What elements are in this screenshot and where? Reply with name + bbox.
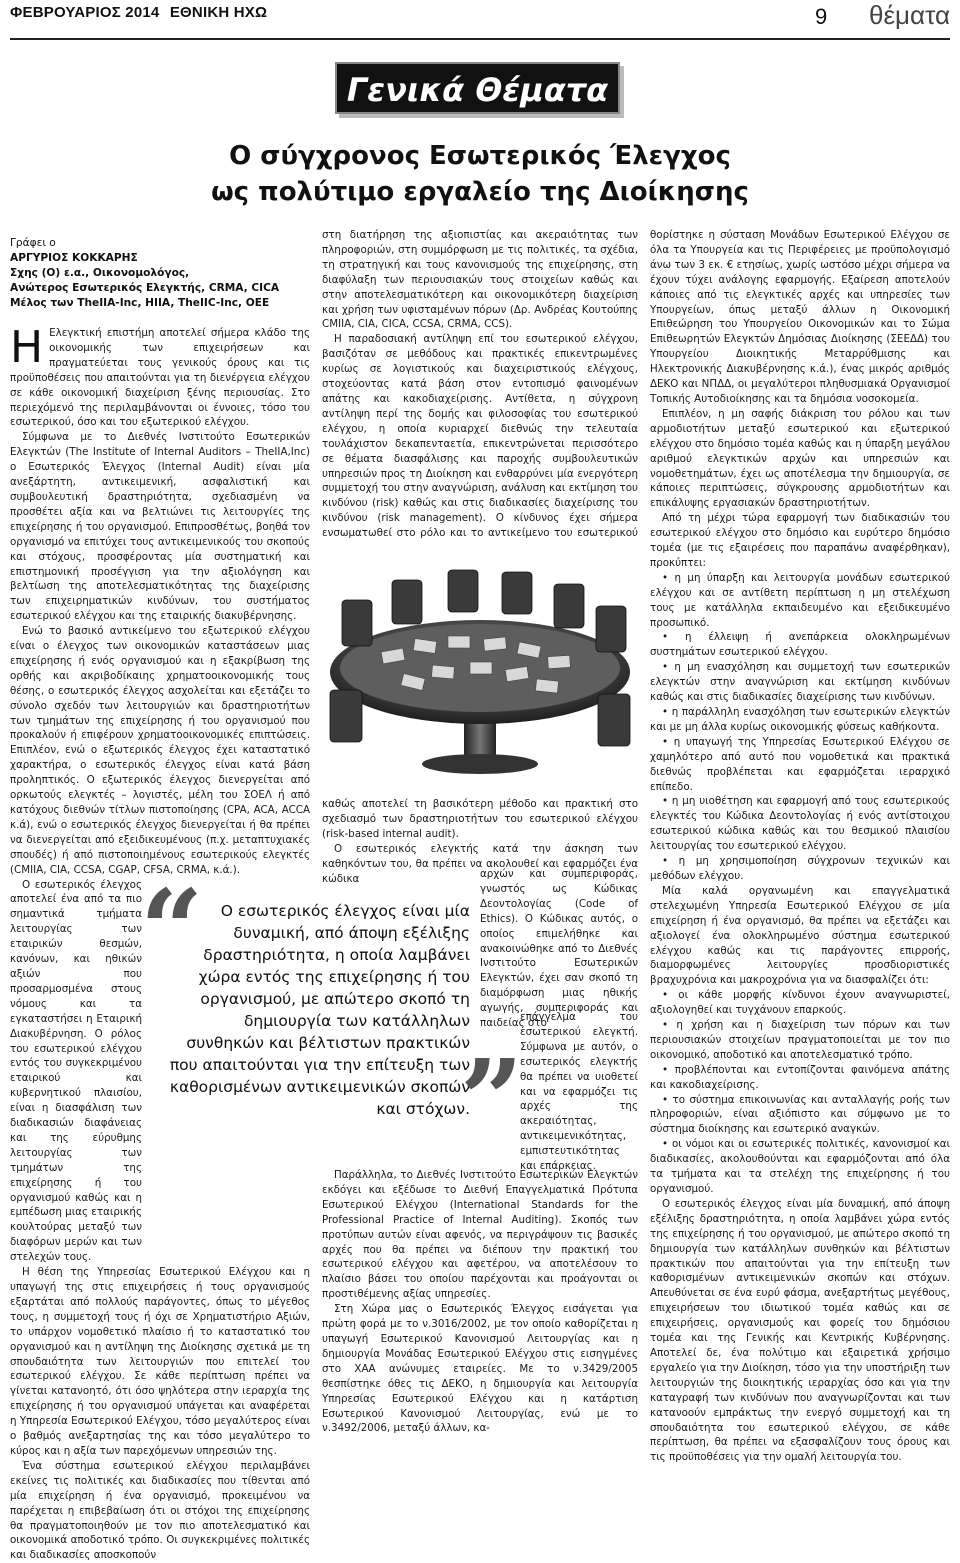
quote-open-mark: “ bbox=[140, 865, 204, 994]
byline-author: ΑΡΓΥΡΙΟΣ ΚΟΚΚΑΡΗΣ bbox=[10, 252, 138, 264]
article-paragraph: καθώς αποτελεί τη βασικότερη μέθοδο και πρακτική στο σχεδιασμό των δραστηριοτήτων του εσωτερικού ελέγχου (risk-based internal audit). bbox=[322, 798, 638, 840]
bullet-item: • η υπαγωγή της Υπηρεσίας Εσωτερικού Ελέγχου σε χαμηλότερο από αυτό που νομοθετικά και πρακτικά διεθνώς προβλέπεται και εφαρμόζεται ιεραρχικό επίπεδο. bbox=[650, 735, 950, 793]
section-banner: Γενικά Θέματα bbox=[335, 62, 620, 114]
article-paragraph: Ο εσωτερικός έλεγχος είναι μία δυναμική, από άποψη εξέλιξης δραστηριότητα, η οποία λαμβάνει χώρα εντός της επιχείρησης ή του οργανισμού, με απώτερο σκοπό τη δημιουργία των κατάλληλων συνθηκών και βέλτιστων πρακτικών που απαιτούνται για την επίτευξη των καθορισμένων αντικειμενικών σκοπών και στόχων. Απευθύνεται σε ένα ευρύ φάσμα, ανεξαρτήτως μεγέθους, επιχειρήσεων του ιδιωτικού τομέα καθώς και σε επιχειρήσεις, οργανισμούς και φορείς του δημόσιου τομέα και της Γενικής και Κεντρικής Κυβέρνησης. Αποτελεί δε, ένα πολύτιμο και εξαιρετικά χρήσιμο εργαλείο για την Διοίκηση, τόσο για την υποστήριξη των λειτουργιών της διοικητικής ιεραρχίας όσο και για την καταγραφή των κινδύνων που αναγνωρίζονται και των κατανοούν εμπράκτως την ενεργό συμμετοχή και τη σπουδαιότητα του εσωτερικού ελέγχου, σε κάθε περίπτωση, θα πρέπει να εξασφαλίζουν τους όρους και τις προϋποθέσεις για την ομαλή λειτουργία του. bbox=[650, 1197, 950, 1464]
masthead-date-paper bbox=[10, 4, 267, 21]
byline-writes: Γράφει ο bbox=[10, 237, 56, 249]
byline-title-1: Σχης (Ο) ε.α., Οικονομολόγος, bbox=[10, 267, 190, 279]
article-column-2-bottom bbox=[322, 1168, 638, 1435]
bullet-item: • προβλέπονται και εντοπίζονται φαινόμενα απάτης και κακοδιαχείρισης. bbox=[650, 1063, 950, 1091]
quote-close-mark: ” bbox=[460, 1035, 524, 1164]
article-paragraph: Η θέση της Υπηρεσίας Εσωτερικού Ελέγχου και η υπαγωγή της στις επιχειρήσεις ή τους οργανισμούς εξαρτάται από πολλούς παράγοντες, όπως το μέγεθος τους, η συμμετοχή τους ή όχι σε Χρηματιστήριο Αξιών, το υπάρχον νομοθετικό πλαίσιο ή το καταστατικό του οργανισμού και η αντίληψη της Διοίκησης σχετικά με τη σπουδαιότητα των λειτουργιών που επιτελεί του εσωτερικού ελέγχου. Σε κάθε περίπτωση πρέπει να γίνεται κατανοητό, ότι όσο ψηλότερα στην ιεραρχία της επιχείρησης ή του οργανισμού υπάγεται και αναφέρεται η Υπηρεσία Εσωτερικού Ελέγχου, τόσο μεγαλύτερος είναι ο βαθμός ανεξαρτησίας της και τόσο μεγαλύτερο το κύρος και η αξία των παρεχόμενων υπηρεσιών της. bbox=[10, 1266, 310, 1457]
article-paragraph: επάγγελμα του εσωτερικού ελεγκτή. Σύμφωνα με αυτόν, ο εσωτερικός ελεγκτής θα πρέπει να υιοθετεί και να εφαρμόζει τις αρχές της ακεραιότητας, αντικειμενικότητας, εμπιστευτικότητας και επάρκειας. bbox=[520, 1011, 638, 1173]
bullet-item: • η έλλειψη ή ανεπάρκεια ολοκληρωμένων συστημάτων εσωτερικού ελέγχου. bbox=[650, 631, 950, 659]
pull-quote: Ο εσωτερικός έλεγχος είναι μία δυναμική, από άποψη εξέλιξης δραστηριότητα, η οποία λαμβάνει χώρα εντός της επιχείρησης ή του οργανισμού, με απώτερο σκοπό τη δημιουργία των κατάλληλων συνθηκών και βέλτιστων πρακτικών που απαιτούνται για την επίτευξη των καθορισμένων αντικειμενικών σκοπών και στόχων. bbox=[169, 902, 470, 1118]
bullet-item: • η μη ύπαρξη και λειτουργία μονάδων εσωτερικού ελέγχου και σε αντίθετη περίπτωση η μη στελέχωση τους με κατάλληλα εκπαιδευμένο και εξειδικευμένο προσωπικό. bbox=[650, 571, 950, 629]
section-name: θέματα bbox=[869, 0, 950, 30]
article-paragraph: Ένα σύστημα εσωτερικού ελέγχου περιλαμβάνει εκείνες τις πολιτικές και διαδικασίες που τίθενται από μία επιχείρηση ή ένα οργανισμό, προκειμένου να παρέχεται η επιβεβαίωση ότι οι στόχοι της επιχείρησης θα πραγματοποιηθούν με τον πιο αποτελεσματικό και οικονομικά αποδοτικό τρόπο. Οι συγκεκριμένες πολιτικές και διαδικασίες αποσκοπούν bbox=[10, 1459, 310, 1562]
article-headline bbox=[150, 138, 810, 210]
article-paragraph: στη διατήρηση της αξιοπιστίας και ακεραιότητας των πληροφοριών, στη συμμόρφωση με τις πολιτικές, τα σχέδια, τη στρατηγική και τους κανονισμούς της επιχείρησης, στη διαφύλαξη των περιουσιακών τους στοιχείων καθώς και στην αποτελεσματικότερη και οικονομικότερη διαχείριση και χρήση των υφισταμένων πόρων (Δρ. Ανδρέας Κουτούπης CMIIA, CIA, CICA, CCSA, CRMA, CCS). bbox=[322, 229, 638, 331]
article-paragraph: Σύμφωνα με το Διεθνές Ινστιτούτο Εσωτερικών Ελεγκτών (The Institute of Internal Auditors – TheIIA,Inc) ο Εσωτερικός Έλεγχος (Internal Audit) είναι μία ανεξάρτητη, αντικειμενική, ασφαλιστική και συμβουλευτική δραστηριότητα, σχεδιασμένη να προσθέτει αξία και να βελτιώνει τις λειτουργίες της επιχείρησης ή του οργανισμού. Επιπροσθέτως, βοηθά τον οργανισμό να επιτύχει τους αντικειμενικούς του σκοπούς και στόχους, προσφέροντας μία συστηματική και επιστημονική προσέγγιση για την αξιολόγηση και βελτίωση της αποτελεσματικότητας της διαχείρισης των επιχειρηματικών κινδύνων, του συστήματος εσωτερικού ελέγχου και της εταιρικής διακυβέρνησης. bbox=[10, 431, 310, 623]
article-column-2-lower bbox=[322, 797, 638, 885]
article-paragraph: Η Ελεγκτική επιστήμη αποτελεί σήμερα κλάδο της οικονομικής των επιχειρήσεων και πραγματεύεται τους γενικούς όρους και τις προϋποθέσεις που απαιτούνται για τη διενέργεια ελέγχου σε κάθε οικονομική διαχείριση ξένης περιουσίας. Στο περιεχόμενό της περιλαμβάνονται οι έννοιες, τόσο του εσωτερικού, όσο και του εξωτερικού ελέγχου. bbox=[10, 322, 310, 429]
article-paragraph: αρχών και συμπεριφοράς, γνωστός ως Κώδικας Δεοντολογίας (Code of Ethics). Ο Κώδικας αυτός, ο οποίος επιμελήθηκε και ανακοινώθηκε από το Διεθνές Ινστιτούτο Εσωτερικών Ελεγκτών, έχει σαν σκοπό τη διαμόρφωση μιας ηθικής αγωγής, συμπεριφοράς και παιδείας στο bbox=[480, 868, 638, 1030]
byline-title-3: Μέλος των TheIIA-Inc, HIIA, TheIIC-Inc, ΟΕΕ bbox=[10, 297, 270, 309]
headline-line-1: Ο σύγχρονος Εσωτερικός Έλεγχος bbox=[229, 141, 731, 171]
byline bbox=[10, 236, 310, 311]
issue-date: ΦΕΒΡΟΥΑΡΙΟΣ 2014 bbox=[10, 4, 160, 21]
article-paragraph: Επιπλέον, η μη σαφής διάκριση του ρόλου και των αρμοδιοτήτων μεταξύ εσωτερικού και εξωτερικού ελέγχου στο δημόσιο τομέα καθώς και η ύπαρξη μεγάλου αριθμού ελεγκτικών αρχών και υπηρεσιών και νομοθετημάτων, έχει ως αποτέλεσμα την δημιουργία, σε κάποιες περιπτώσεις, σύγκρουσης αρμοδιοτήτων και επικάλυψης εργασιακών δραστηριοτήτων. bbox=[650, 407, 950, 510]
article-paragraph: Παράλληλα, το Διεθνές Ινστιτούτο Εσωτερικών Ελεγκτών εκδόγει και εξέδωσε το Διεθνή Επαγγελματικά Πρότυπα Εσωτερικού Ελέγχου (International Standards for the Professional Practice of Internal Auditing). Σκοπός των προτύπων αυτών είναι αφενός, να περιγράψουν τις βασικές αρχές που θα πρέπει να διέπουν την πρακτική του εσωτερικού ελέγχου και αφετέρου, να αποτελέσουν το πλαίσιο βάσει του οποίου παρέχονται και προάγονται οι προστιθέμενης αξίας υπηρεσίες. bbox=[322, 1169, 638, 1301]
paper-name: ΕΘΝΙΚΗ ΗΧΩ bbox=[169, 4, 268, 21]
headline-line-2: ως πολύτιμο εργαλείο της Διοίκησης bbox=[211, 177, 749, 207]
article-paragraph: Μία καλά οργανωμένη και επαγγελματικά στελεχωμένη Υπηρεσία Εσωτερικού Ελέγχου σε μία επιχείρηση ή ένα οργανισμό, θα πρέπει να εξετάζει και αξιολογεί ένα ολοκληρωμένο σύστημα εσωτερικού ελέγχου καθώς και τις παράγοντες επιρροής, διαμορφωμένες λειτουργίες προσδιοριστικές βραχυχρόνια και μακροχρόνια για να διασφαλίζει ότι: bbox=[650, 884, 950, 987]
article-paragraph: Ενώ το βασικό αντικείμενο του εξωτερικού ελέγχου είναι ο έλεγχος των οικονομικών καταστάσεων μιας επιχείρησης ή ενός οργανισμού και η εξακρίβωση της ορθής και ακριβοδίκαιης χρηματοοικονομικής τους θέσης, ο εσωτερικός έλεγχος ασχολείται και εξετάζει το σύνολο σχεδόν των λειτουργιών και δραστηριοτήτων των τμημάτων της επιχείρησης ή του οργανισμού που προκαλούν ή επιφέρουν χρηματοοικονομικές επιπτώσεις. Επιπλέον, ενώ ο εξωτερικός έλεγχος έχει καταστατικό χαρακτήρα, ο εσωτερικός έλεγχος είναι κατά βάση προληπτικός. Ο εξωτερικός έλεγχος διενεργείται από ορκωτούς ελεγκτές – λογιστές, μέλη του ΣΟΕΛ ή από κατόχους διεθνών τίτλων πιστοποίησης (CPA, ACA, ACCA κ.ά), ενώ ο εσωτερικός έλεγχος διενεργείται ή θα πρέπει να διενεργείται από εξειδικευμένους (π.χ. μεταπτυχιακές σπουδές) ή από πιστοποιημένους εσωτερικούς ελεγκτές (CMIIA, CIA, CCSA, CGAP, CFSA, CRMA, κ.ά.). bbox=[10, 625, 310, 876]
masthead-divider bbox=[10, 38, 950, 40]
article-column-2 bbox=[322, 228, 638, 538]
article-paragraph: Στη Χώρα μας ο Εσωτερικός Έλεγχος εισάγεται για πρώτη φορά με το ν.3016/2002, με τον οποίο καθορίζεται η υπαγωγή Εσωτερικού Κανονισμού Λειτουργίας και η δημιουργία Μονάδας Εσωτερικού Ελέγχου στις εισηγμένες στο ΧΑΑ ανώνυμες εταιρείες. Με το ν.3429/2005 θεσπίστηκε όθες τις ΔΕΚΟ, η δημιουργία και λειτουργία Υπηρεσίας Εσωτερικού Ελέγχου και η κατάρτιση Εσωτερικού Κανονισμού Λειτουργίας, ενώ με το ν.3492/2006, μεταξύ άλλων, κα- bbox=[322, 1303, 638, 1435]
article-paragraph: Η παραδοσιακή αντίληψη επί του εσωτερικού ελέγχου, βασιζόταν σε μεθόδους και πρακτικές επικεντρωμένες κυρίως σε λογιστικούς και διαχειριστικούς ελέγχους, στοχεύοντας κατά βάση στον εντοπισμό φαινομένων απάτης και κακοδιαχείρισης. Αντίθετα, η σύγχρονη αντίληψη περί της δομής και φιλοσοφίας του εσωτερικού ελέγχου, η οποία κυριαρχεί διεθνώς την τελευταία τουλάχιστον δεκαπενταετία, επικεντρώνεται περισσότερο σε θέματα διασφάλισης και παροχής συμβουλευτικών υπηρεσιών προς τη Διοίκηση και ενθαρρύνει μία ενεργότερη συμμετοχή του στην αναγνώριση, ανάλυση και εκτίμηση του κινδύνου (risk) καθώς και στις διαδικασίες διαχείρισης του κινδύνου (risk management). Ο κίνδυνος έχει σήμερα ενσωματωθεί στο ρόλο και το αντικείμενο του εσωτερικού bbox=[322, 333, 638, 540]
illustration-svg bbox=[322, 540, 638, 780]
bullet-item: • οι νόμοι και οι εσωτερικές πολιτικές, κανονισμοί και διαδικασίες, ακολουθούνται και εφαρμόζονται από όλα τα τμήματα και τα στελέχη της επιχείρησης ή του οργανισμού. bbox=[650, 1138, 950, 1195]
article-column-3 bbox=[650, 228, 950, 1464]
page-number: 9 bbox=[815, 4, 828, 29]
article-column-2-narrow-2 bbox=[520, 1010, 638, 1173]
article-paragraph: Ο εσωτερικός έλεγχος αποτελεί ένα από τα πιο σημαντικά τμήματα λειτουργίας των εταιρικών θεσμών, κανόνων, και ηθικών αξιών που προσαρμοσμένα στους νόμους και τα εγκαταστήσει η Εταιρική Διακυβέρνηση. Ο ρόλος του εσωτερικού ελέγχου εντός του συγκεκριμένου εταιρικού και κυβερνητικού πλαισίου, είναι η διασφάλιση των διαδικασιών διαφάνειας και της εύρυθμης λειτουργίας των τμημάτων της επιχείρησης ή του οργανισμού καθώς και η εμπέδωση μιας εταιρικής κουλτούρας μεταξύ των διαφόρων μερών και των στελεχών τους. bbox=[10, 878, 142, 1264]
bullet-item: • η μη ενασχόληση και συμμετοχή των εσωτερικών ελεγκτών στην αναγνώριση και εκτίμηση κινδύνων καθώς και στις διαδικασίες διαχείρισης των κινδύνων. bbox=[650, 661, 950, 704]
article-paragraph: θορίστηκε η σύσταση Μονάδων Εσωτερικού Ελέγχου σε όλα τα Υπουργεία και τις Περιφέρειες με προϋπολογισμό άνω των 3 εκ. € ετησίως, χωρίς ωστόσο μέχρι σήμερα να έχουν τύχει ανάλογης εφαρμογής. Εξαίρεση αποτελούν κάποιες από τις ελεγκτικές αρχές και υπηρεσίες των Υπουργείων, όπως μεταξύ άλλων η Οικονομική Επιθεώρηση του Υπουργείου Οικονομικών και το Σώμα Επιθεωρητών Ελεγκτών Δημόσιας Διοίκησης (ΣΕΕΔΔ) του Υπουργείου Διοικητικής Μεταρρύθμισης και Ηλεκτρονικής Διακυβέρνησης κ.ά.), ένας μικρός αριθμός ΔΕΚΟ και ΝΠΔΔ, οι μεγαλύτεροι πληθυσμιακά Οργανισμοί Τοπικής Αυτοδιοίκησης και τα δημόσια νοσοκομεία. bbox=[650, 229, 950, 405]
drop-cap: Η bbox=[10, 322, 44, 373]
bullet-item: • η χρήση και η διαχείριση των πόρων και των περιουσιακών στοιχείων πραγματοποιείται με τον πιο οικονομικό, αποδοτικό και αποτελεσματικό τρόπο. bbox=[650, 1019, 950, 1061]
bullet-item: • το σύστημα επικοινωνίας και ανταλλαγής ροής των πληροφοριών, είναι αξιόπιστο και σύμφωνο με το σύστημα διοίκησης και εσωτερικό αναγκών. bbox=[650, 1093, 950, 1136]
meeting-table-puzzle-image bbox=[322, 540, 638, 780]
article-paragraph: Ο εσωτερικός ελεγκτής κατά την άσκηση των καθηκόντων του, θα πρέπει να ακολουθεί και εφαρμόζει ένα κώδικα bbox=[322, 842, 638, 885]
bullet-item: • η παράλληλη ενασχόληση των εσωτερικών ελεγκτών και με μη άλλα κυρίως οικονομικής φύσεως καθήκοντα. bbox=[650, 706, 950, 733]
article-paragraph: Από τη μέχρι τώρα εφαρμογή των διαδικασιών του εσωτερικού ελέγχου στο δημόσιο και ευρύτερο δημόσιο τομέα (με τις εξαιρέσεις που παραπάνω αναφέρθηκαν), προκύπτει: bbox=[650, 512, 950, 569]
byline-title-2: Ανώτερος Εσωτερικός Ελεγκτής, CRMA, CICA bbox=[10, 282, 280, 294]
bullet-item: • η μη υιοθέτηση και εφαρμογή από τους εσωτερικούς ελεγκτές του Κώδικα Δεοντολογίας ή ενός αντίστοιχου εσωτερικού κώδικα καθώς και του θεσμικού πλαισίου λειτουργίας του εσωτερικού ελέγχου. bbox=[650, 795, 950, 853]
bullet-item: • οι κάθε μορφής κίνδυνοι έχουν αναγνωριστεί, αξιολογηθεί και τυγχάνουν επαρκούς. bbox=[650, 989, 950, 1017]
bullet-item: • η μη χρησιμοποίηση σύγχρονων τεχνικών και μεθόδων ελέγχου. bbox=[650, 855, 950, 882]
article-column-2-narrow bbox=[480, 867, 638, 1030]
